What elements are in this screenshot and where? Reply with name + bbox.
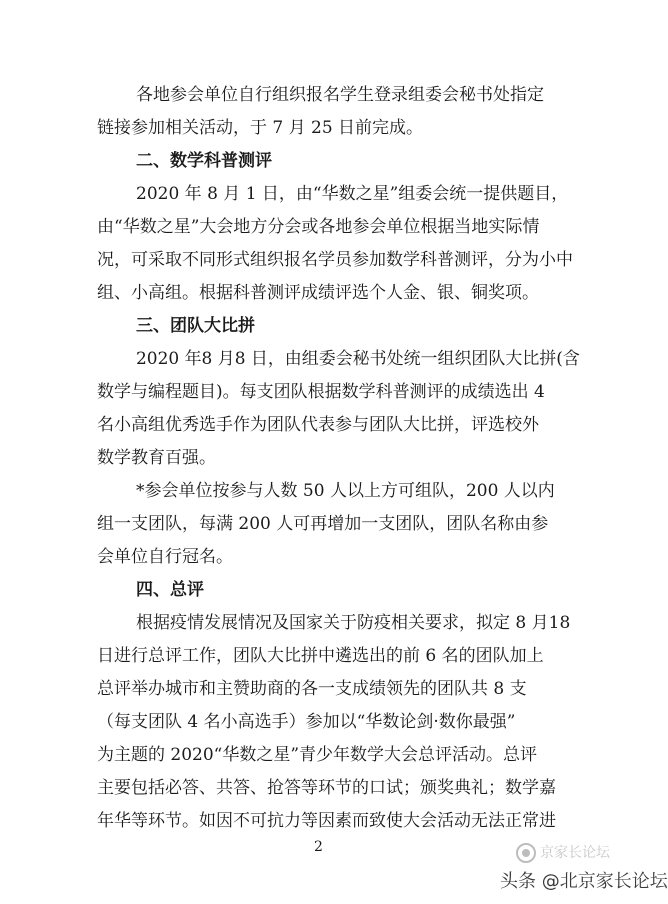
paragraph-line: 2020 年 8 月 1 日，由“华数之星”组委会统一提供题目， bbox=[136, 184, 569, 204]
wechat-logo-icon bbox=[516, 843, 536, 863]
paragraph-line: 主要包括必答、共答、抢答等环节的口试；颁奖典礼；数学嘉 bbox=[97, 778, 556, 798]
paragraph-line: 为主题的 2020“华数之星”青少年数学大会总评活动。总评 bbox=[97, 745, 538, 765]
paragraph-line: 2020 年8 月8 日，由组委会秘书处统一组织团队大比拼(含 bbox=[136, 349, 580, 369]
watermark-text: 头条 @北京家长论坛 bbox=[500, 871, 668, 892]
paragraph-line: 年华等环节。如因不可抗力等因素而致使大会活动无法正常进 bbox=[97, 811, 556, 831]
paragraph-line: 总评举办城市和主赞助商的各一支成绩领先的团队共 8 支 bbox=[97, 679, 527, 699]
paragraph-line: *参会单位按参与人数 50 人以上方可组队，200 人以内 bbox=[136, 481, 555, 501]
paragraph-line: （每支团队 4 名小高选手）参加以“华数论剑·数你最强” bbox=[97, 712, 516, 732]
paragraph-line: 组、小高组。根据科普测评成绩评选个人金、银、铜奖项。 bbox=[97, 283, 539, 303]
paragraph-line: 数学教育百强。 bbox=[97, 448, 216, 468]
paragraph-line: 数学与编程题目)。每支团队根据数学科普测评的成绩选出 4 bbox=[97, 382, 545, 402]
page-number: 2 bbox=[314, 839, 323, 855]
watermark-faint-text: 京家长论坛 bbox=[540, 845, 610, 861]
watermark-faint bbox=[516, 842, 626, 864]
section-heading: 三、团队大比拼 bbox=[136, 316, 255, 336]
paragraph-line: 名小高组优秀选手作为团队代表参与团队大比拼，评选校外 bbox=[97, 415, 539, 435]
paragraph-line: 由“华数之星”大会地方分会或各地参会单位根据当地实际情 bbox=[97, 217, 540, 237]
paragraph-line: 会单位自行冠名。 bbox=[97, 547, 233, 567]
paragraph-line: 况，可采取不同形式组织报名学员参加数学科普测评，分为小中 bbox=[97, 250, 573, 270]
paragraph-line: 链接参加相关活动，于 7 月 25 日前完成。 bbox=[97, 118, 424, 138]
section-heading: 二、数学科普测评 bbox=[136, 151, 272, 171]
paragraph-line: 各地参会单位自行组织报名学生登录组委会秘书处指定 bbox=[136, 85, 544, 105]
paragraph-line: 组一支团队，每满 200 人可再增加一支团队，团队名称由参 bbox=[97, 514, 549, 534]
paragraph-line: 日进行总评工作，团队大比拼中遴选出的前 6 名的团队加上 bbox=[97, 646, 544, 666]
section-heading: 四、总评 bbox=[136, 580, 204, 600]
paragraph-line: 根据疫情发展情况及国家关于防疫相关要求，拟定 8 月18 bbox=[136, 613, 571, 633]
